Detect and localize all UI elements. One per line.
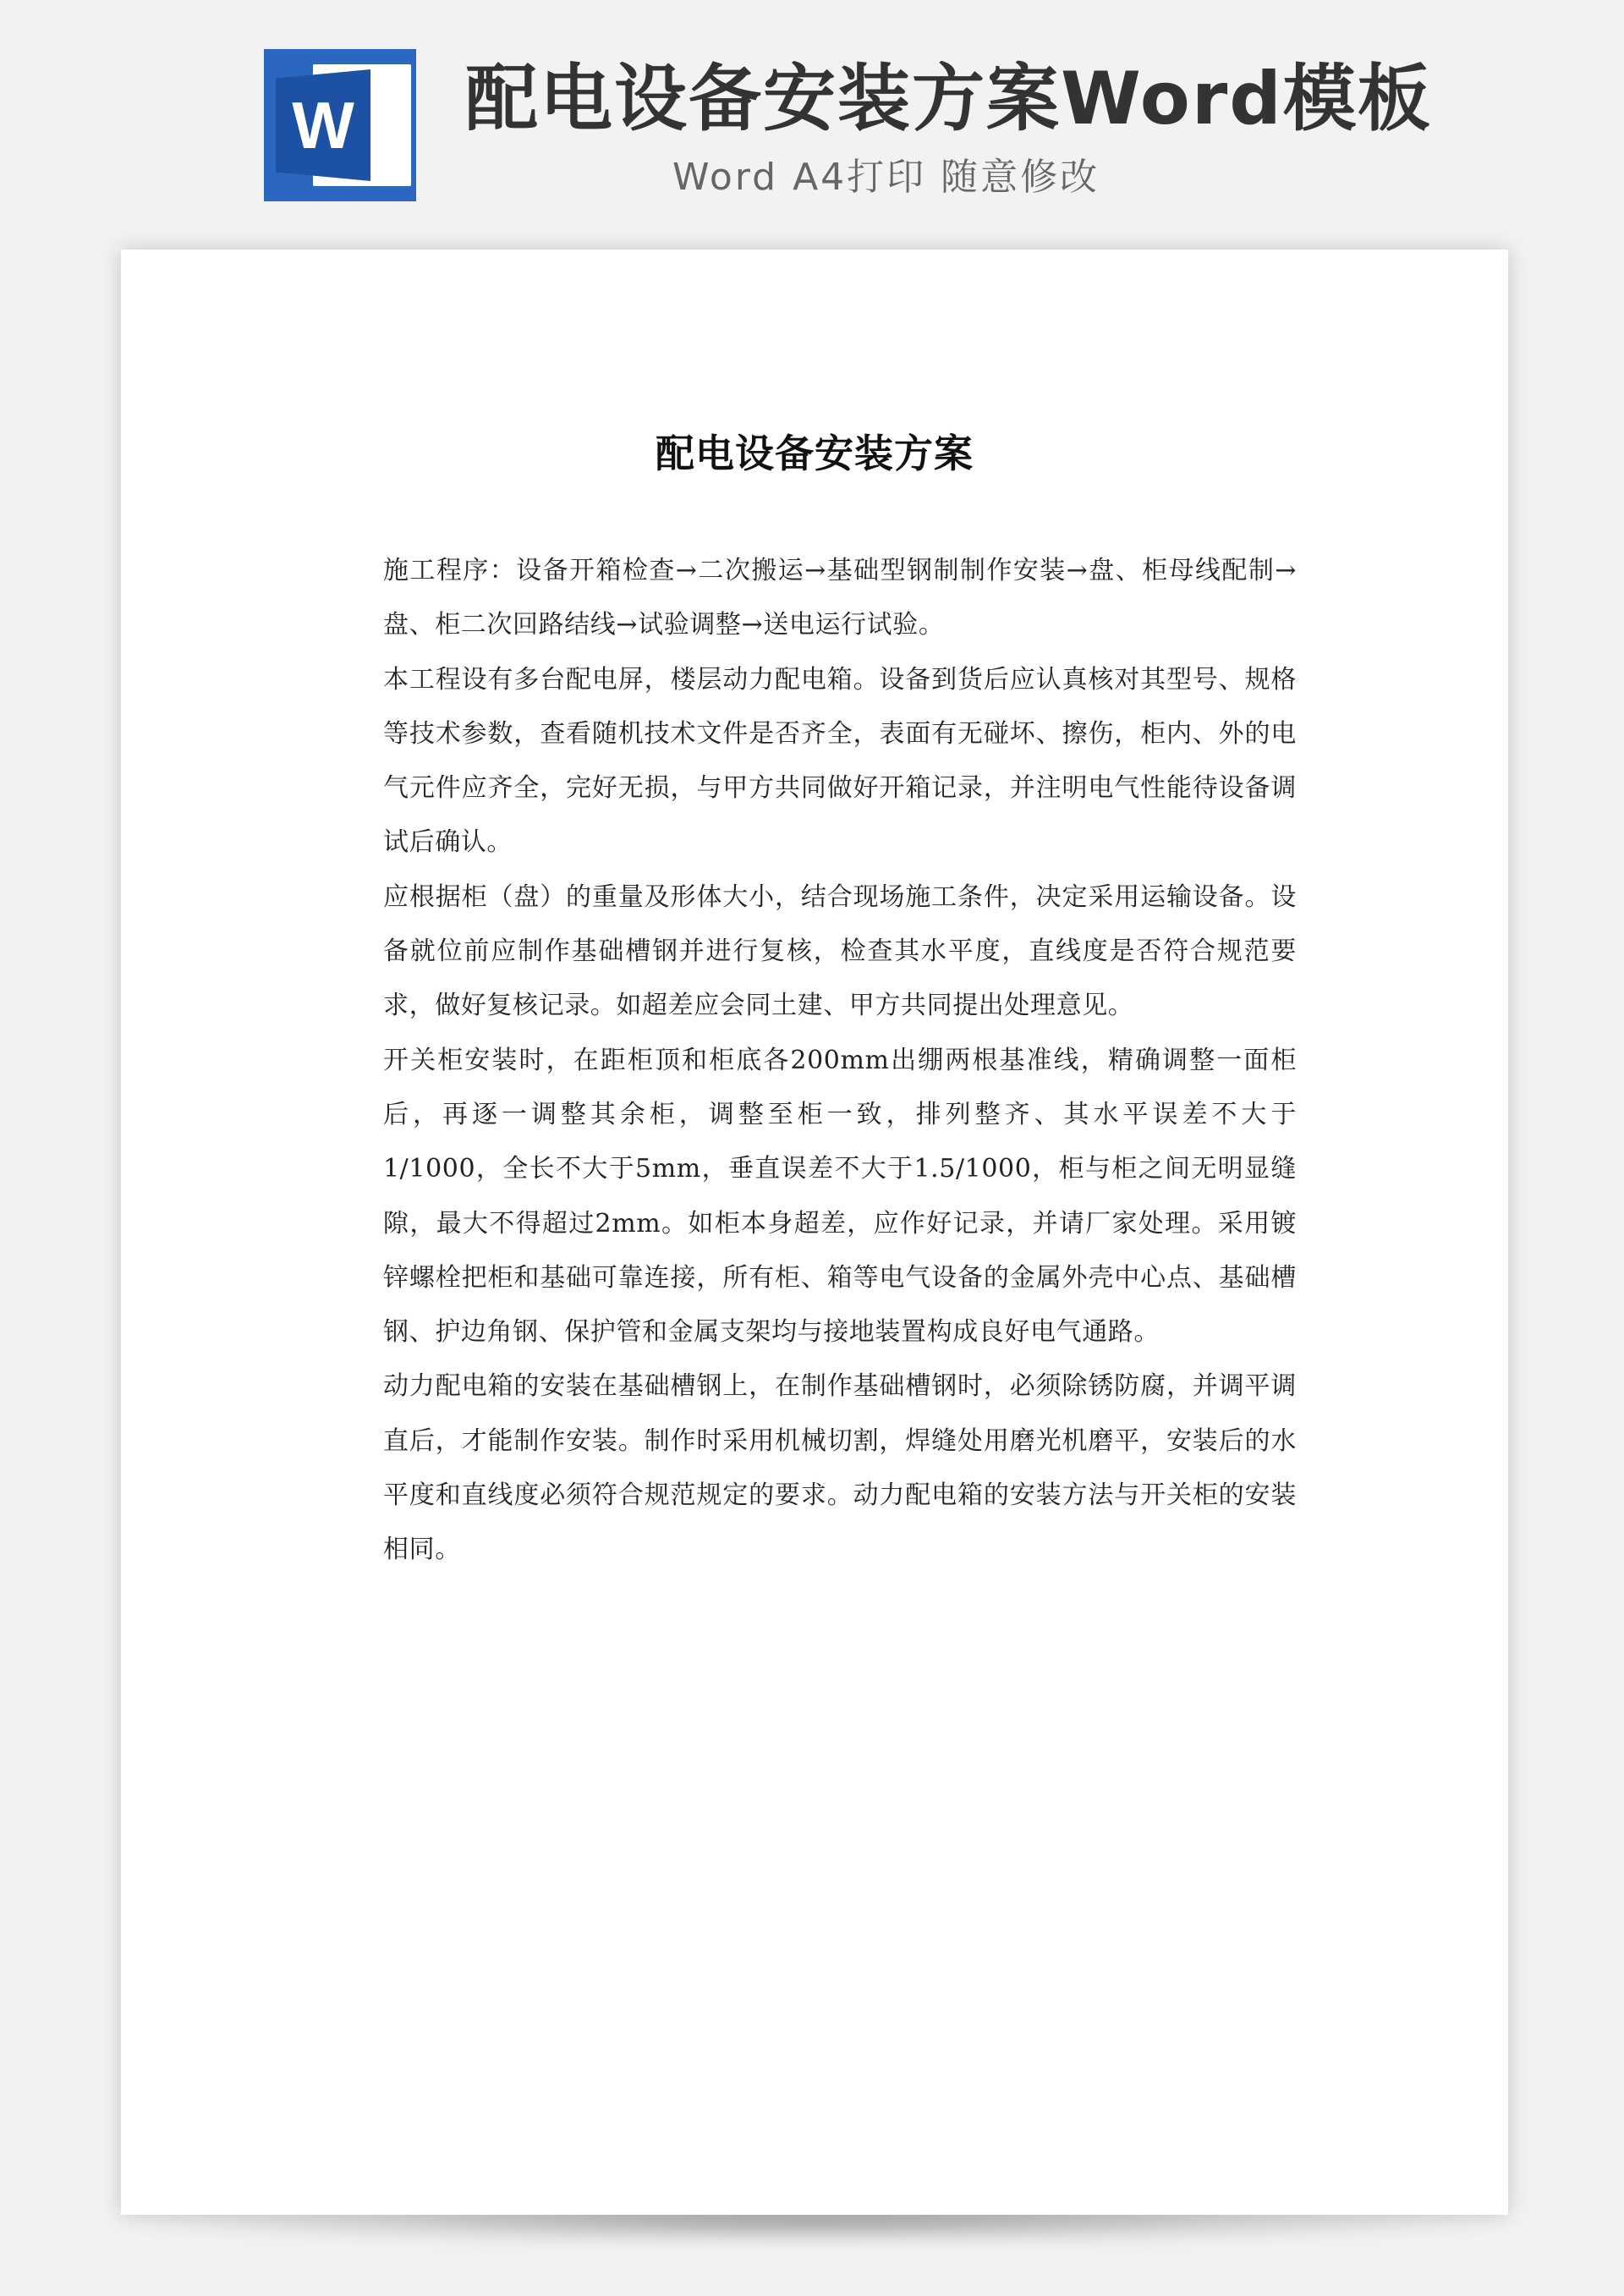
word-logo-icon [264, 49, 416, 201]
document-title: 配电设备安装方案 [656, 431, 974, 476]
body-paragraph: 动力配电箱的安装在基础槽钢上，在制作基础槽钢时，必须除锈防腐，并调平调直后，才能制作安装。制作时采用机械切割，焊缝处用磨光机磨平，安装后的水平度和直线度必须符合规范规定的要求。动力配电箱的安装方法与开关柜的安装相同。 [383, 1371, 1297, 1565]
body-paragraph: 应根据柜（盘）的重量及形体大小，结合现场施工条件，决定采用运输设备。设备就位前应制作基础槽钢并进行复核，检查其水平度，直线度是否符合规范要求，做好复核记录。如超差应会同土建、甲方共同提出处理意见。 [383, 882, 1297, 1021]
document-body [383, 544, 1297, 1578]
body-paragraph: 开关柜安装时，在距柜顶和柜底各200mm出绷两根基准线，精确调整一面柜后，再逐一调整其余柜，调整至柜一致，排列整齐、其水平误差不大于1/1000，全长不大于5mm，垂直误差不大于1.5/1000，柜与柜之间无明显缝隙，最大不得超过2mm。如柜本身超差，应作好记录，并请厂家处理。采用镀锌螺栓把柜和基础可靠连接，所有柜、箱等电气设备的金属外壳中心点、基础槽钢、护边角钢、保护管和金属支架均与接地装置构成良好电气通路。 [383, 1045, 1297, 1348]
banner-title: 配电设备安装方案Word模板 [465, 57, 1432, 141]
word-logo-letter: W [292, 87, 354, 162]
body-paragraph: 施工程序：设备开箱检查→二次搬运→基础型钢制制作安装→盘、柜母线配制→盘、柜二次回路结线→试验调整→送电运行试验。 [383, 556, 1297, 640]
template-banner [0, 0, 1624, 245]
document-page [121, 250, 1508, 2215]
body-paragraph: 本工程设有多台配电屏，楼层动力配电箱。设备到货后应认真核对其型号、规格等技术参数，查看随机技术文件是否齐全，表面有无碰坏、擦伤，柜内、外的电气元件应齐全，完好无损，与甲方共同做好开箱记录，并注明电气性能待设备调试后确认。 [383, 664, 1297, 858]
banner-subtitle: Word A4打印 随意修改 [672, 156, 1100, 199]
